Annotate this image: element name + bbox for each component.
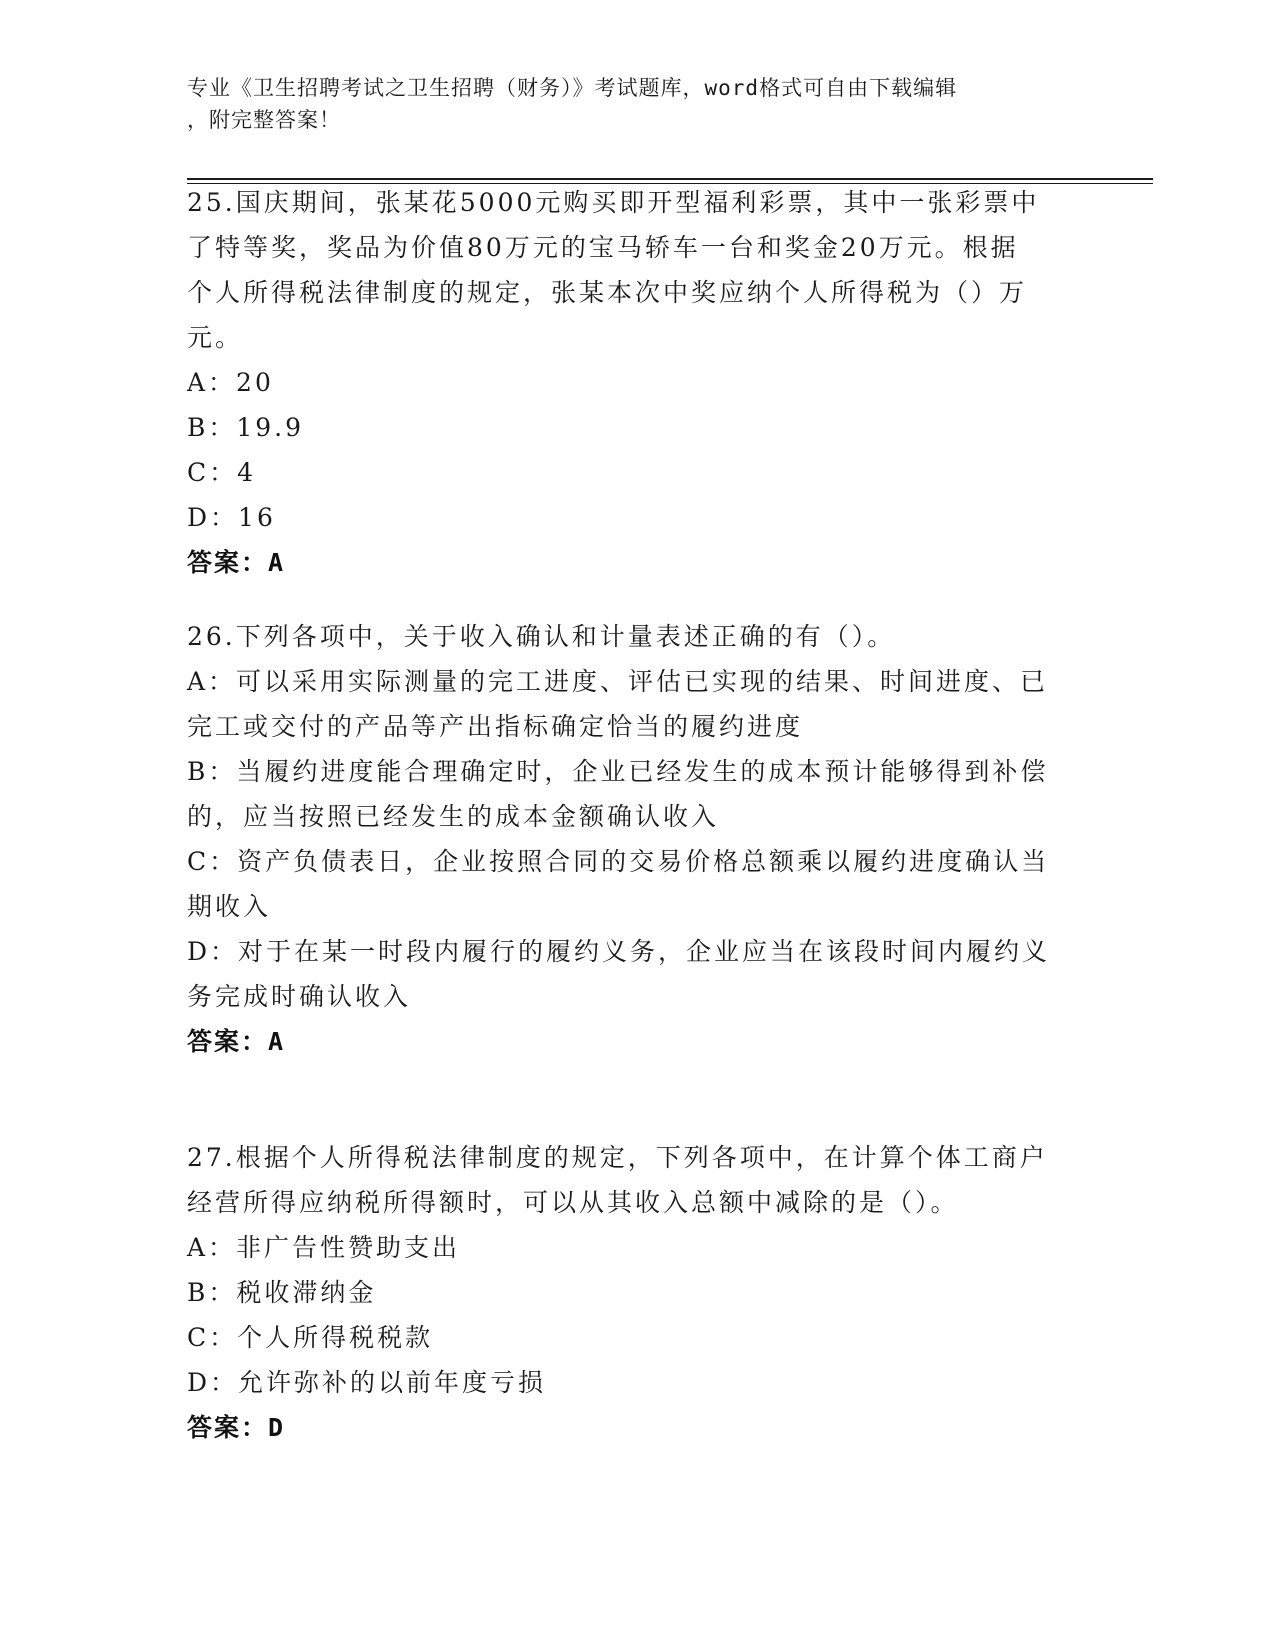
answer-label: 答案：	[187, 1027, 269, 1056]
option-d: D：16	[187, 503, 276, 532]
header-line-1: 专业《卫生招聘考试之卫生招聘（财务）》考试题库，word格式可自由下载编辑	[187, 76, 958, 100]
answer-value: A	[268, 548, 284, 577]
question-stem-line: 25.国庆期间，张某花5000元购买即开型福利彩票，其中一张彩票中	[187, 188, 1040, 217]
option-b: B：19.9	[187, 413, 305, 442]
option-c-continued: 期收入	[187, 892, 272, 921]
answer-value: D	[268, 1413, 284, 1442]
answer-line	[187, 540, 1087, 585]
answer-value: A	[268, 1027, 284, 1056]
option-d: D：允许弥补的以前年度亏损	[187, 1368, 547, 1397]
option-c: C：个人所得税税款	[187, 1323, 434, 1352]
option-d: D：对于在某一时段内履行的履约义务，企业应当在该段时间内履约义	[187, 937, 1051, 966]
option-b-continued: 的，应当按照已经发生的成本金额确认收入	[187, 802, 720, 831]
question-stem-line: 了特等奖，奖品为价值80万元的宝马轿车一台和奖金20万元。根据	[187, 233, 1019, 262]
question-stem-line: 27.根据个人所得税法律制度的规定，下列各项中，在计算个体工商户	[187, 1143, 1048, 1172]
question-26	[187, 614, 1087, 1064]
option-a: A：可以采用实际测量的完工进度、评估已实现的结果、时间进度、已	[187, 667, 1049, 696]
answer-line	[187, 1019, 1087, 1064]
option-b: B：税收滞纳金	[187, 1278, 377, 1307]
option-a-continued: 完工或交付的产品等产出指标确定恰当的履约进度	[187, 712, 804, 741]
option-a: A：20	[187, 368, 274, 397]
option-a: A：非广告性赞助支出	[187, 1233, 461, 1262]
question-27	[187, 1135, 1087, 1450]
document-header	[187, 72, 1087, 136]
option-c: C：资产负债表日，企业按照合同的交易价格总额乘以履约进度确认当	[187, 847, 1050, 876]
question-25	[187, 180, 1087, 585]
question-stem-line: 经营所得应纳税所得额时，可以从其收入总额中减除的是（）。	[187, 1188, 959, 1217]
answer-label: 答案：	[187, 548, 269, 577]
question-stem-line: 26.下列各项中，关于收入确认和计量表述正确的有（）。	[187, 622, 896, 651]
option-c: C：4	[187, 458, 257, 487]
option-d-continued: 务完成时确认收入	[187, 982, 412, 1011]
question-stem-line: 个人所得税法律制度的规定，张某本次中奖应纳个人所得税为（）万	[187, 278, 1028, 307]
answer-line	[187, 1405, 1087, 1450]
answer-label: 答案：	[187, 1413, 269, 1442]
header-line-2: ，附完整答案！	[187, 108, 341, 132]
question-stem-line: 元。	[187, 323, 244, 352]
option-b: B：当履约进度能合理确定时，企业已经发生的成本预计能够得到补偿	[187, 757, 1049, 786]
